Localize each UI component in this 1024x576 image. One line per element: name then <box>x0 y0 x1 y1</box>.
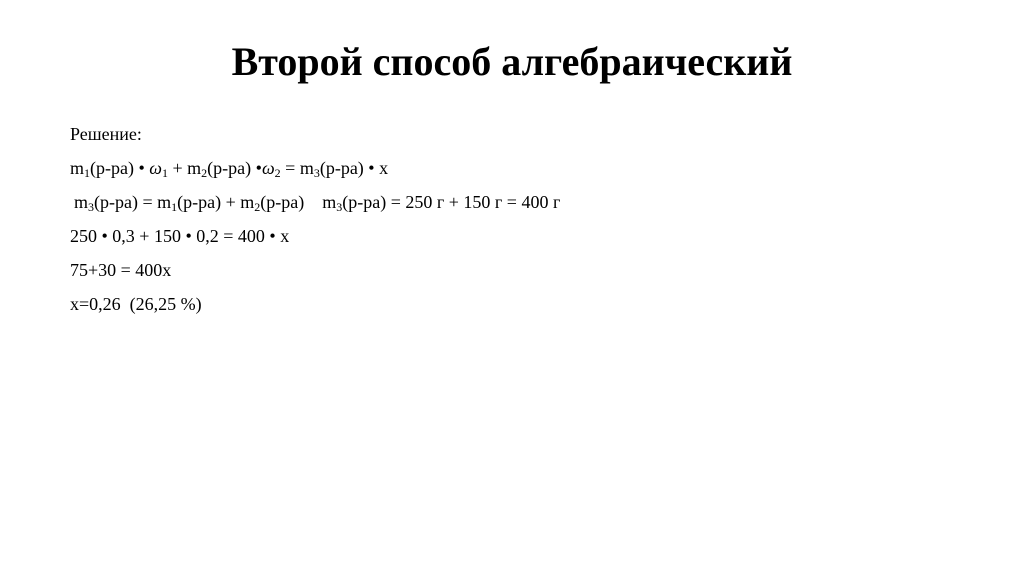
eq1-sub: 1 <box>84 166 91 180</box>
eq1-text: m <box>70 158 85 178</box>
eq1-sub: 3 <box>313 166 320 180</box>
eq2-sub: 1 <box>171 200 178 214</box>
slide-title: Второй способ алгебраический <box>231 39 793 84</box>
eq1-text: (р-ра) • х <box>319 158 389 178</box>
eq1-text: (р-ра) • <box>207 158 262 178</box>
eq1-sub: 2 <box>201 166 208 180</box>
equation-line-2 <box>70 186 970 220</box>
eq1-text: (р-ра) • <box>90 158 150 178</box>
equation-line-5: х=0,26 (26,25 %) <box>70 294 202 314</box>
eq2-sub: 2 <box>254 200 261 214</box>
eq2-sub: 3 <box>336 200 343 214</box>
equation-line-4: 75+30 = 400х <box>70 260 172 280</box>
eq2-text: (р-ра) + m <box>177 192 255 212</box>
eq2-text: m <box>322 192 337 212</box>
eq2-text: (р-ра) = 250 г + 150 г = 400 г <box>342 192 561 212</box>
equation-line-3: 250 • 0,3 + 150 • 0,2 = 400 • х <box>70 226 290 246</box>
omega-symbol: ω <box>261 158 275 178</box>
eq1-sub: 1 <box>162 166 169 180</box>
eq1-text: + m <box>168 158 202 178</box>
solution-label: Решение: <box>70 124 142 144</box>
eq1-text: = m <box>280 158 314 178</box>
eq1-sub: 2 <box>274 166 281 180</box>
eq2-text: m <box>74 192 89 212</box>
slide-body <box>70 118 970 322</box>
equation-line-1 <box>70 152 970 186</box>
omega-symbol: ω <box>149 158 163 178</box>
eq2-text: (р-ра) <box>260 192 305 212</box>
eq2-sub: 3 <box>88 200 95 214</box>
eq2-text: (р-ра) = m <box>94 192 172 212</box>
